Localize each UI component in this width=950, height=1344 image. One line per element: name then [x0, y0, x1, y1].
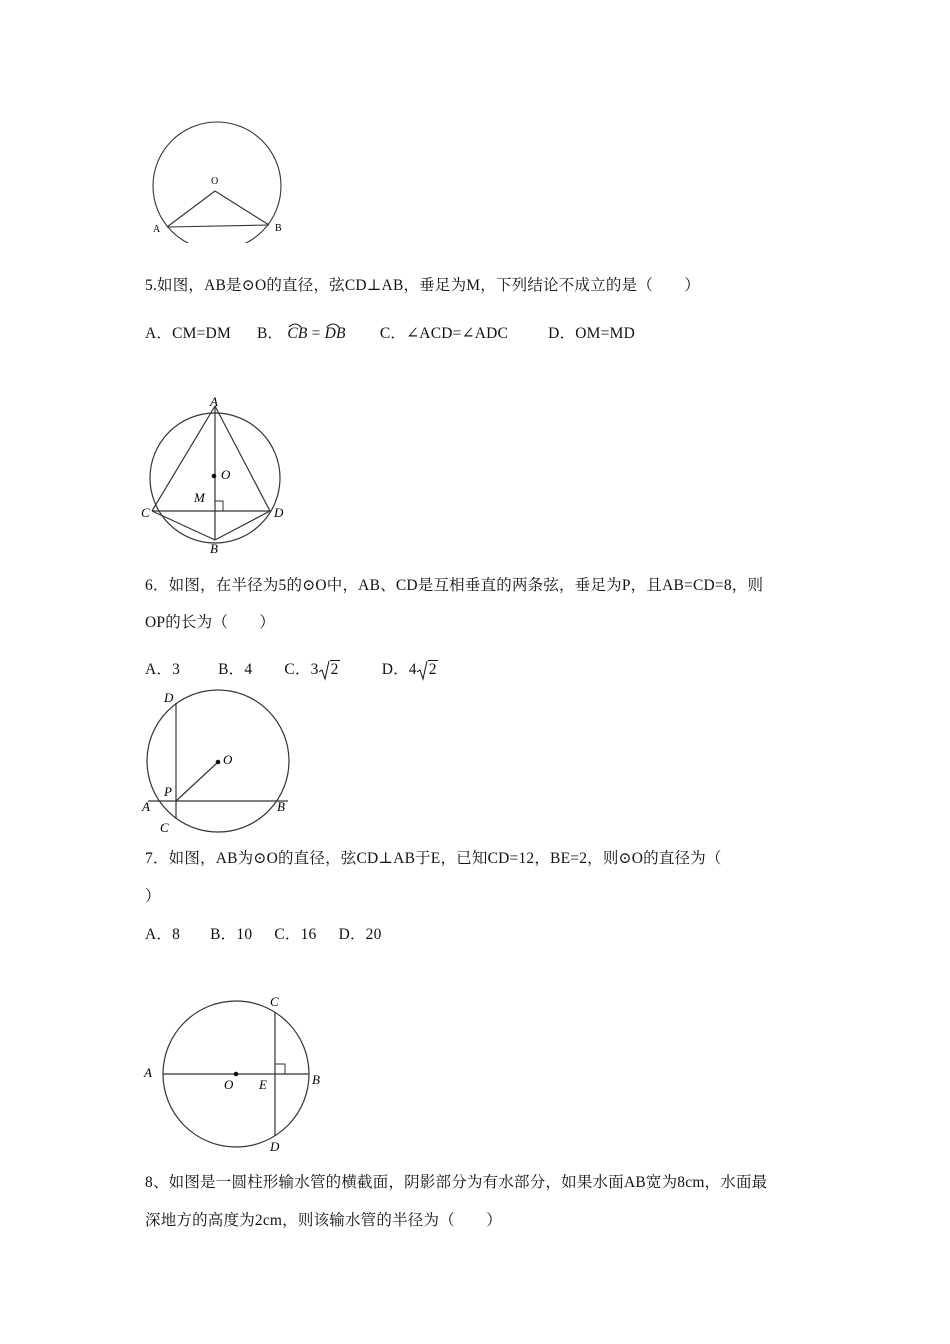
label-b: B	[275, 223, 282, 234]
q5-option-c: C．∠ACD=∠ADC	[379, 325, 509, 342]
right-angle-mark	[215, 501, 223, 511]
q5-option-b: B． CB = DB	[257, 325, 346, 342]
segment-oa	[167, 191, 215, 227]
q5-arc-cb: CB	[287, 325, 308, 342]
center-point	[234, 1072, 239, 1077]
label-b: B	[312, 1072, 320, 1087]
q6-options	[145, 657, 438, 679]
label-c: C	[270, 994, 279, 1009]
label-o: O	[224, 1077, 234, 1092]
segment-db	[215, 511, 270, 540]
figure-q4	[140, 118, 300, 243]
label-c: C	[141, 505, 150, 520]
label-d: D	[164, 690, 174, 705]
segment-ad	[215, 406, 270, 511]
q6-question-line2: OP的长为（ ）	[145, 614, 276, 631]
segment-ob	[215, 191, 269, 225]
chord-ab	[167, 225, 269, 227]
q5-arc-db: DB	[324, 325, 346, 342]
q7-question-line2: ）	[145, 888, 161, 905]
q5-options	[145, 321, 635, 343]
label-a: A	[144, 1065, 152, 1080]
label-o: O	[223, 752, 233, 767]
segment-op	[176, 762, 218, 801]
q5-option-a: A．CM=DM	[145, 325, 231, 342]
label-p: P	[164, 784, 172, 799]
label-d: D	[274, 505, 284, 520]
q6-option-c-radicand: 2	[330, 661, 339, 678]
q7-option-a: A．8	[145, 926, 181, 943]
label-a: A	[142, 799, 150, 814]
q6-option-d: D．4 2	[381, 661, 437, 678]
q6-option-a: A．3	[145, 661, 181, 678]
q7-options	[145, 922, 382, 944]
right-angle-mark	[275, 1064, 285, 1074]
label-o: O	[221, 467, 231, 482]
label-m: M	[194, 490, 205, 505]
figure-q6	[138, 685, 298, 840]
label-e: E	[259, 1077, 267, 1092]
label-o: O	[211, 176, 219, 187]
q7-option-b: B．10	[210, 926, 253, 943]
q8-question-line1: 8、如图是一圆柱形输水管的横截面，阴影部分为有水部分，如果水面AB宽为8cm，水面最	[145, 1174, 768, 1191]
q6-option-b: B．4	[218, 661, 253, 678]
segment-cb	[152, 511, 215, 540]
label-b: B	[210, 541, 218, 556]
figure-q7	[138, 990, 328, 1155]
q7-question-line1: 7．如图，AB为⊙O的直径，弦CD⊥AB于E，已知CD=12，BE=2，则⊙O的直径为（	[145, 850, 722, 867]
q8-question-line2: 深地方的高度为2cm，则该输水管的半径为（ ）	[145, 1212, 502, 1229]
label-b: B	[277, 799, 285, 814]
label-a: A	[153, 224, 161, 235]
q6-question-line1: 6．如图，在半径为5的⊙O中，AB、CD是互相垂直的两条弦，垂足为P，且AB=CD=8，则	[145, 577, 764, 594]
center-point	[216, 760, 221, 765]
label-c: C	[160, 820, 169, 835]
q5-question: 5.如图，AB是⊙O的直径，弦CD⊥AB，垂足为M，下列结论不成立的是（ ）	[145, 277, 701, 294]
figure-q5	[135, 390, 300, 560]
label-a: A	[210, 394, 218, 409]
q7-option-d: D．20	[338, 926, 382, 943]
q5-option-d: D．OM=MD	[548, 325, 635, 342]
label-d: D	[270, 1139, 280, 1154]
q6-option-c: C．3 2	[284, 661, 339, 678]
q6-option-d-radicand: 2	[428, 661, 437, 678]
q7-option-c: C．16	[274, 926, 317, 943]
center-point	[212, 474, 217, 479]
